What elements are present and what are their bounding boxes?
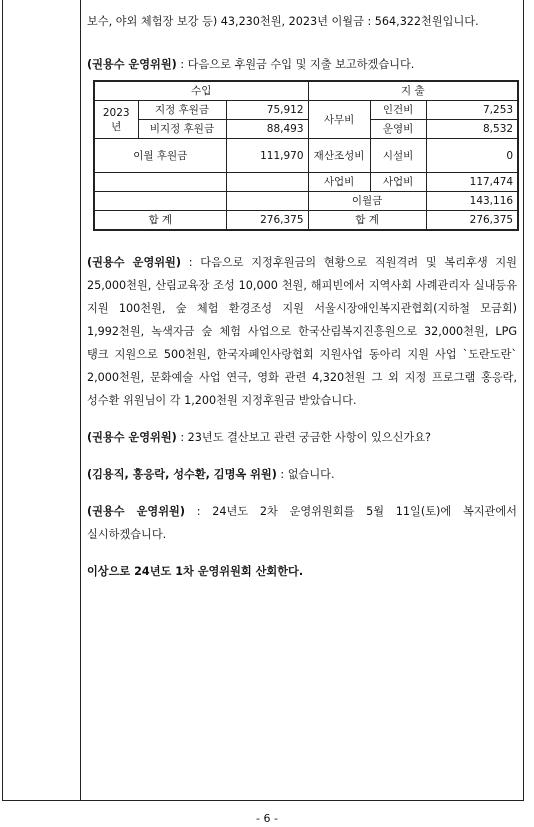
paragraph-designated-donations [87,251,517,412]
speaker-label: (권용수 운영위원) [87,505,185,518]
nondesignated-amount: 88,493 [226,120,308,139]
paragraph-text: : 다음으로 지정후원금의 현황으로 직원격려 및 복리후생 지원 25,000천원, 산림교육장 조성 10,000 천원, 해피빈에서 지역사회 사례관리자 실내등유 지원 100천원, 숲 체험 환경조성 지원 서울시장애인복지관협회(지하철 모금회) 1,992천원, 녹색자금 숲 체험 사업으로 한국산림복지진흥원으로 32,000천원, LPG 탱크 지원으로 500천원, 한국자폐인사랑협회 지원사업 동아리 지원 사업 `도란도란` 2,000천원, 문화예술 사업 연극, 영화 관련 4,320천원 그 외 지정 프로그램 홍응락, 성수환 위원님이 각 1,200천원 지정후원금 받았습니다. [87,256,517,407]
designated-amount: 75,912 [226,101,308,120]
table-row [94,101,518,120]
office-label: 사무비 [308,101,370,139]
header-expense: 지 출 [308,81,518,101]
speaker-label: (권용수 운영위원) [87,431,177,444]
year-label: 2023년 [94,101,138,139]
document-content [87,10,517,583]
empty-cell [94,173,226,192]
speaker-label: (권용수 운영위원) [87,256,181,269]
paragraph-text: : 23년도 결산보고 관련 궁금한 사항이 있으신가요? [176,431,431,444]
total-left: 276,375 [226,211,308,231]
table-row [94,120,518,139]
page-number: - 6 - [256,812,278,825]
facility-label: 시설비 [370,139,426,173]
designated-label: 지정 후원금 [138,101,226,120]
empty-cell [94,192,226,211]
paragraph-next-meeting [87,500,517,546]
carry-out-amount: 143,116 [426,192,518,211]
empty-cell [226,173,308,192]
personnel-amount: 7,253 [426,101,518,120]
carry-out-label: 이월금 [308,192,426,211]
project-group-label: 사업비 [308,173,370,192]
carryover-label: 이월 후원금 [94,139,226,173]
project-label: 사업비 [370,173,426,192]
table-row [94,192,518,211]
paragraph-report-intro [87,53,517,76]
donation-table [93,80,519,231]
intro-paragraph: 보수, 야외 체험장 보강 등) 43,230천원, 2023년 이월금 : 564,322천원입니다. [87,15,479,28]
personnel-label: 인건비 [370,101,426,120]
left-column [3,0,81,800]
carryover-amount: 111,970 [226,139,308,173]
table-header-row [94,81,518,101]
speaker-label: (김용직, 홍응락, 성수환, 김명옥 위원) [87,468,277,481]
paragraph-question [87,426,517,449]
empty-cell [226,192,308,211]
paragraph-text: : 다음으로 후원금 수입 및 지출 보고하겠습니다. [176,58,415,71]
paragraph-answer [87,463,517,486]
table-total-row [94,211,518,231]
total-label-left: 합 계 [94,211,226,231]
project-amount: 117,474 [426,173,518,192]
paragraph-text: : 24년도 2차 운영위원회를 5월 11일(토)에 복지관에서 실시하겠습니다. [87,505,517,541]
paragraph-text: : 없습니다. [276,468,335,481]
speaker-label: (권용수 운영위원) [87,58,177,71]
nondesignated-label: 비지정 후원금 [138,120,226,139]
asset-label: 재산조성비 [308,139,370,173]
operating-label: 운영비 [370,120,426,139]
total-right: 276,375 [426,211,518,231]
operating-amount: 8,532 [426,120,518,139]
closing-statement: 이상으로 24년도 1차 운영위원회 산회한다. [87,565,304,578]
table-row [94,173,518,192]
facility-amount: 0 [426,139,518,173]
header-income: 수입 [94,81,308,101]
total-label-right: 합 계 [308,211,426,231]
table-row [94,139,518,173]
